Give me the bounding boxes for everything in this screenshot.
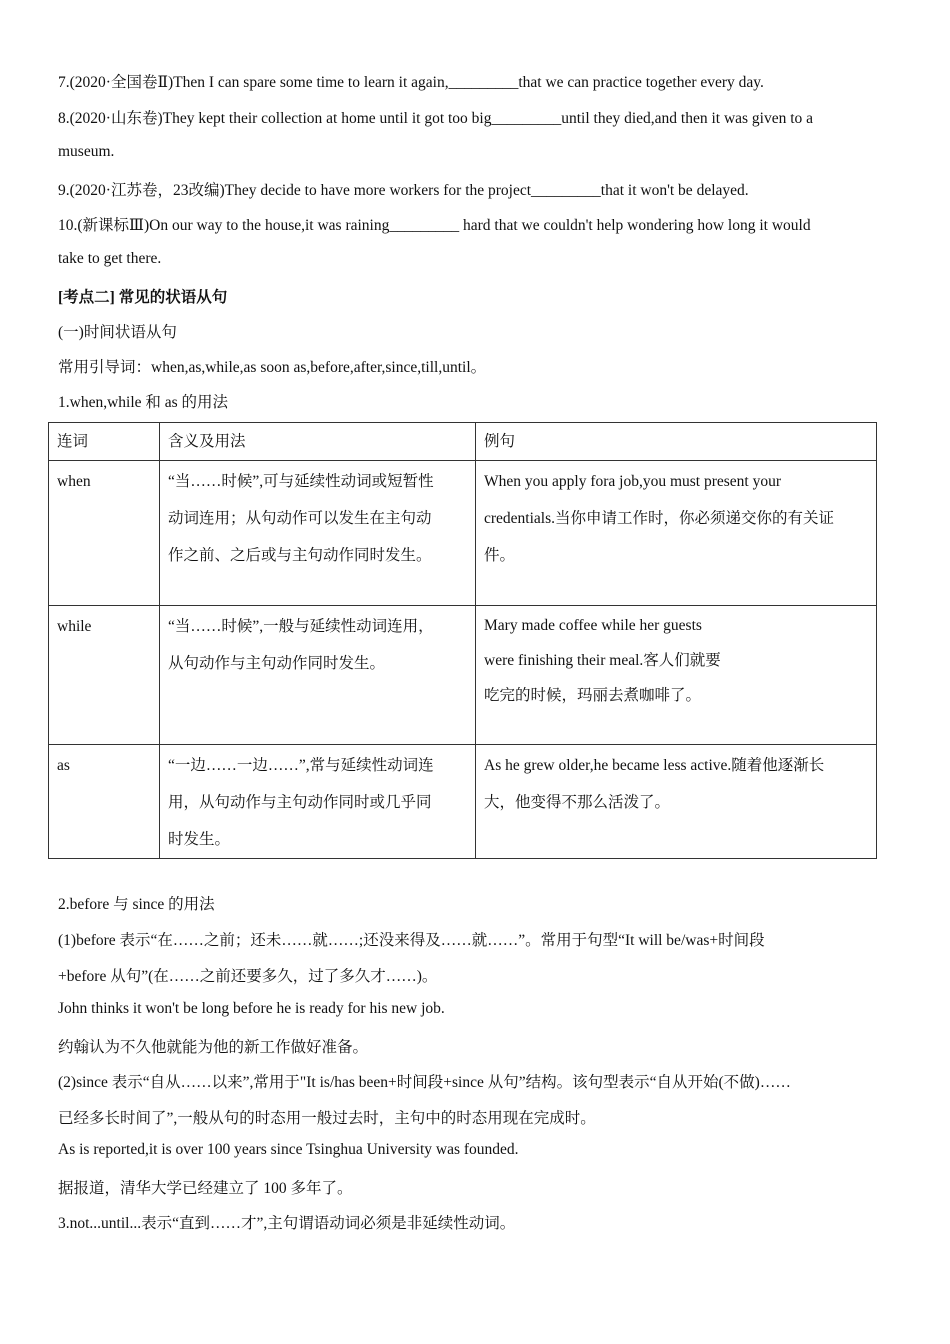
cell-text: were finishing their meal.客人们就要 [484,652,721,669]
cell-text: “当……时候”,可与延续性动词或短暂性 [168,473,434,490]
before-rule-line-2: +before 从句”(在……之前还要多久，过了多久才……)。 [58,968,438,985]
cell-text: 件。 [484,547,516,564]
cell-text: credentials.当你申请工作时，你必须递交你的有关证 [484,510,835,527]
cell-text: 动词连用；从句动作可以发生在主句动 [168,510,432,527]
exercise-8-line-2: museum. [58,143,115,160]
cell-text: as [57,757,70,774]
cell-text: 时发生。 [168,831,231,848]
table-row [49,745,877,859]
cell-text: 从句动作与主句动作同时发生。 [168,655,386,672]
before-rule-line-1: (1)before 表示“在……之前；还未……就……;还没来得及……就……”。常用于句型“It will be/was+时间段 [58,932,765,949]
table-cell-usage [160,745,476,859]
cell-text: Mary made coffee while her guests [484,617,702,634]
cell-text: while [57,618,92,635]
since-rule-line-1: (2)since 表示“自从……以来”,常用于"It is/has been+时间段+since 从句”结构。该句型表示“自从开始(不做)…… [58,1074,791,1091]
before-example-en: John thinks it won't be long before he is ready for his new job. [58,1000,445,1017]
table-cell-example [476,461,877,606]
usage-table [48,422,877,859]
table-cell-conj [49,606,160,745]
section-heading: [考点二] 常见的状语从句 [58,289,228,306]
item-2-title: 2.before 与 since 的用法 [58,896,215,913]
cell-text: “当……时候”,一般与延续性动词连用， [168,618,434,635]
exercise-7: 7.(2020·全国卷Ⅱ)Then I can spare some time to learn it again,_________that we can practice together every day. [58,74,764,91]
table-header-cell: 例句 [476,423,877,461]
table-cell-conj [49,461,160,606]
table-cell-example [476,606,877,745]
cell-text: 吃完的时候，玛丽去煮咖啡了。 [484,687,702,704]
item-1-title: 1.when,while 和 as 的用法 [58,394,229,411]
since-example-en: As is reported,it is over 100 years since Tsinghua University was founded. [58,1141,519,1158]
cell-text: when [57,473,91,490]
item-3: 3.not...until...表示“直到……才”,主句谓语动词必须是非延续性动词。 [58,1215,516,1232]
cell-text: 用，从句动作与主句动作同时或几乎同 [168,794,432,811]
table-header-cell: 含义及用法 [160,423,476,461]
before-example-zh: 约翰认为不久他就能为他的新工作做好准备。 [58,1039,369,1056]
table-row [49,461,877,606]
table-header-cell: 连词 [49,423,160,461]
table-cell-usage [160,461,476,606]
exercise-10-line-1: 10.(新课标Ⅲ)On our way to the house,it was raining_________ hard that we couldn't help wondering how long it would [58,217,811,234]
cell-text: 作之前、之后或与主句动作同时发生。 [168,547,432,564]
since-rule-line-2: 已经多长时间了”,一般从句的时态用一般过去时，主句中的时态用现在完成时。 [58,1110,596,1127]
exercise-9: 9.(2020·江苏卷，23改编)They decide to have more workers for the project_________that it won't be delayed. [58,182,749,199]
cell-text: “一边……一边……”,常与延续性动词连 [168,757,434,774]
since-example-zh: 据报道，清华大学已经建立了 100 多年了。 [58,1180,353,1197]
subsection-heading: (一)时间状语从句 [58,324,177,341]
cell-text: When you apply fora job,you must present your [484,473,782,490]
table-row [49,606,877,745]
connectors-line: 常用引导词：when,as,while,as soon as,before,after,since,till,until。 [58,359,487,376]
exercise-8-line-1: 8.(2020·山东卷)They kept their collection at home until it got too big_________until they died,and then it was given to a [58,110,814,127]
cell-text: 大，他变得不那么活泼了。 [484,794,671,811]
exercise-10-line-2: take to get there. [58,250,162,267]
table-header-row [49,423,877,461]
table-cell-example [476,745,877,859]
cell-text: As he grew older,he became less active.随着他逐渐长 [484,757,825,774]
table-cell-conj [49,745,160,859]
table-cell-usage [160,606,476,745]
